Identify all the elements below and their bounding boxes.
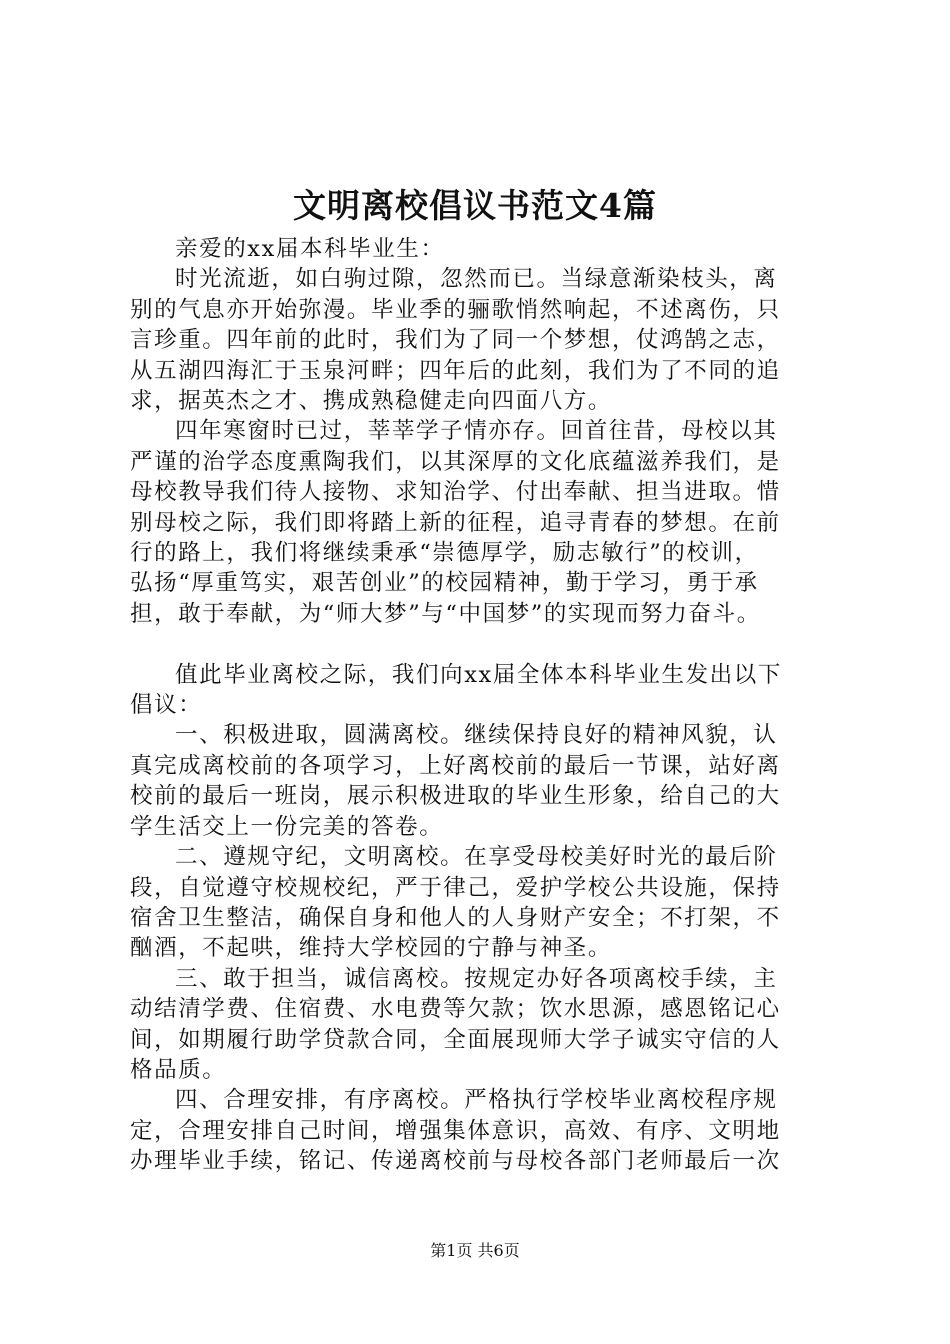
text-line: 办理毕业手续，铭记、传递离校前与母校各部门老师最后一次 bbox=[130, 1148, 781, 1175]
text-line: 亲爱的xx届本科毕业生： bbox=[175, 236, 445, 262]
text-line: 别母校之际，我们即将踏上新的征程，追寻青春的梦想。在前 bbox=[130, 509, 781, 536]
text-line: 间，如期履行助学贷款合同，全面展现师大学子诚实守信的人 bbox=[130, 1026, 781, 1053]
text-line: 严谨的治学态度熏陶我们，以其深厚的文化底蕴滋养我们，是 bbox=[130, 448, 781, 475]
paragraph bbox=[130, 416, 830, 629]
text-line: 定，合理安排自己时间，增强集体意识，高效、有序、文明地 bbox=[130, 1117, 781, 1144]
paragraph bbox=[130, 234, 830, 264]
text-line: 宿舍卫生整洁，确保自身和他人的人身财产安全；不打架，不 bbox=[130, 904, 781, 931]
text-line: 四年寒窗时已过，莘莘学子情亦存。回首往昔，母校以其 bbox=[175, 418, 778, 445]
document-title: 文明离校倡议书范文4篇 bbox=[293, 186, 657, 225]
text-line: 格品质。 bbox=[130, 1056, 227, 1083]
paragraph bbox=[130, 720, 830, 842]
text-line: 动结清学费、住宿费、水电费等欠款；饮水思源，感恩铭记心 bbox=[130, 996, 781, 1023]
paragraph bbox=[130, 264, 830, 416]
text-line: 真完成离校前的各项学习，上好离校前的最后一节课，站好离 bbox=[130, 752, 781, 779]
text-line: 一、积极进取，圆满离校。继续保持良好的精神风貌，认 bbox=[175, 722, 778, 749]
paragraph bbox=[130, 964, 830, 1086]
text-line: 三、敢于担当，诚信离校。按规定办好各项离校手续，主 bbox=[175, 965, 778, 992]
page-footer: 第1页 共6页 bbox=[430, 1241, 520, 1260]
text-line: 求，据英杰之才、携成熟稳健走向四面八方。 bbox=[130, 388, 613, 415]
text-line: 别的气息亦开始弥漫。毕业季的骊歌悄然响起，不述离伤，只 bbox=[130, 296, 781, 323]
paragraph-spacer bbox=[130, 629, 830, 659]
paragraph bbox=[130, 660, 830, 721]
text-line: 值此毕业离校之际，我们向xx届全体本科毕业生发出以下 bbox=[175, 661, 782, 688]
text-line: 段，自觉遵守校规校纪，严于律己，爱护学校公共设施，保持 bbox=[130, 874, 781, 901]
text-line: 母校教导我们待人接物、求知治学、付出奉献、担当进取。惜 bbox=[130, 479, 781, 506]
text-line: 时光流逝，如白驹过隙，忽然而已。当绿意渐染枝头，离 bbox=[175, 266, 778, 293]
paragraph bbox=[130, 1085, 830, 1176]
text-line: 酗酒，不起哄，维持大学校园的宁静与神圣。 bbox=[130, 935, 613, 962]
text-line: 言珍重。四年前的此时，我们为了同一个梦想，仗鸿鹄之志， bbox=[130, 327, 781, 354]
text-line: 弘扬“厚重笃实，艰苦创业”的校园精神，勤于学习，勇于承 bbox=[130, 570, 759, 597]
text-line: 四、合理安排，有序离校。严格执行学校毕业离校程序规 bbox=[175, 1087, 778, 1114]
paragraph bbox=[130, 842, 830, 964]
text-line: 担，敢于奉献，为“师大梦”与“中国梦”的实现而努力奋斗。 bbox=[130, 600, 761, 627]
text-line: 倡议： bbox=[130, 692, 203, 719]
text-line: 学生活交上一份完美的答卷。 bbox=[130, 813, 444, 840]
text-line: 二、遵规守纪，文明离校。在享受母校美好时光的最后阶 bbox=[175, 844, 778, 871]
document-body bbox=[130, 234, 830, 1177]
text-line: 校前的最后一班岗，展示积极进取的毕业生形象，给自己的大 bbox=[130, 783, 781, 810]
text-line: 从五湖四海汇于玉泉河畔；四年后的此刻，我们为了不同的追 bbox=[130, 357, 781, 384]
text-line: 行的路上，我们将继续秉承“崇德厚学，励志敏行”的校训， bbox=[130, 540, 759, 567]
